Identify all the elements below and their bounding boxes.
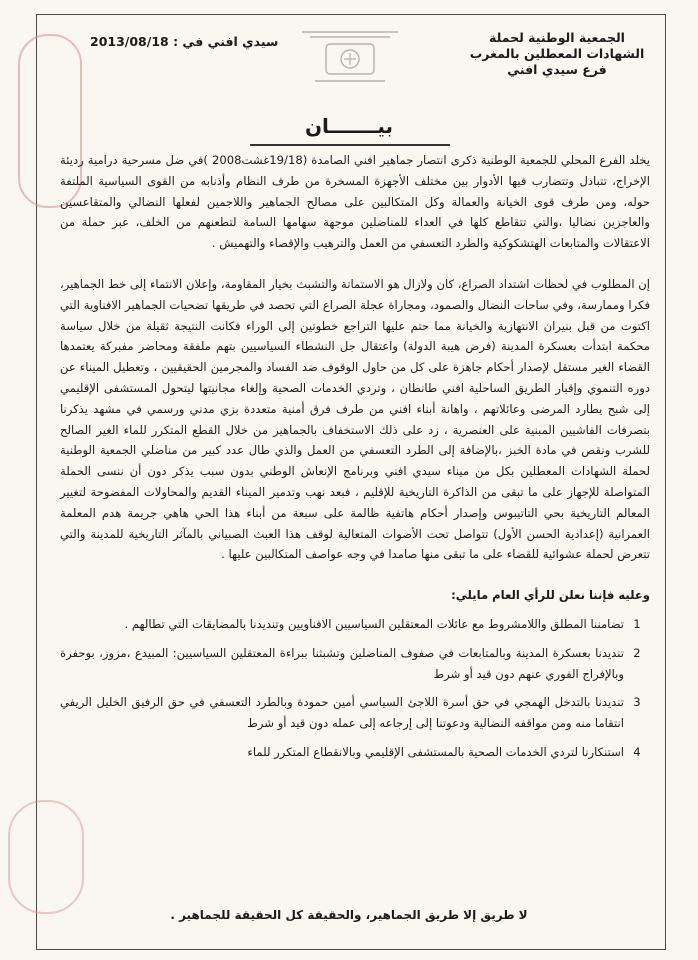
org-line-3: فرع سيدي افني (507, 62, 607, 77)
organization-name (462, 30, 652, 78)
list-item (60, 643, 650, 685)
demands-intro: وعليه فإننا نعلن للرأي العام مايلي: (451, 588, 650, 603)
stamp-bottom-left (8, 800, 84, 914)
item-number: 4 (633, 744, 641, 759)
org-line-1: الجمعية الوطنية لحملة (489, 30, 625, 45)
item-text: تنديدنا بعسكرة المدينة وبالمتابعات في صفوف المناضلين وتشبثنا ببراءة المعتقلين السياسيين: المبيدع ،مزوز، بوحفرة وبالإفراج الفوري عنهم دون قيد أو شرط (60, 645, 624, 681)
org-line-2: الشهادات المعطلين بالمغرب (469, 46, 645, 61)
title-underline (250, 144, 450, 146)
document-date: سيدي افني في : 2013/08/18 (90, 34, 279, 49)
letterhead (0, 24, 698, 104)
closing-slogan: لا طريق إلا طريق الجماهير، والحقيقة كل الحقيقة للجماهير . (170, 908, 528, 922)
paragraph: إن المطلوب في لحظات اشتداد الصراع، كان ولازال هو الاستماتة والتشبث بخيار المقاومة، وإعلان الانتماء إلى خط الجماهير، فكرا وممارسة، وفي ساحات النضال والصمود، ومجاراة عجلة الصراع التي تحصد في طريقها تضحيات الجماهير الافناوية التي اكتوت من قبل بنيران الانتهازية والخيانة مما حتم عليها التراجع خطوتين إلى الوراء فكانت النتيجة ثقيلة من خلال سياسة محكمة ابتدأت بعسكرة المدينة (فرض هيبة الدولة) واعتقال جل النشطاء السياسيين بتهم ملفقة ومحاضر مفبركة يعتمدها القضاء الغير مستقل لإصدار أحكام جاهزة على كل من حاول الوقوف ضد الفساد والمجرمين الحقيقيين ، وتعطيل الميناء عن دوره التنموي وإقبار الطريق الساحلية افني طانطان ، وتردي الخدمات الصحية وإلغاء مجانيتها ليتحول المستشفى الإقليمي إلى شبح يطارد المرضى وعائلاتهم ، واهانة أبناء افني من طرف فرق أمنية متعددة بزي مدني ورسمي في مشهد يذكرنا بتصرفات الفاشيين المبنية على العنصرية ، زد على ذلك الاستخفاف بالجماهير من خلال القطع المتكرر للماء الغير الصالح للشرب ونقص في مادة الخبز ،بالإضافة إلى الطرد التعسفي من العمل والذي طال عدد كبير من مناضلي الجمعية الوطنية لحملة الشهادات المعطلين بكل من ميناء سيدي افني وبرنامج الإنعاش الوطني بدون سبب يذكر دون أن ننسى الحملة المتواصلة للإجهاز على ما تبقى من الذاكرة التاريخية للإقليم ، فبعد نهب وتدمير الميناء القديم والمحاولات المفضوحة لتغيير المعالم التاريخية بحي التاتيبوس وإصدار أحكام هاتفية ظالمة على سبعة من أبناء هذا الحي هاهي جريمة هدم المعلمة العمرانية (إعدادية الحسن الأول) تتواصل تحت الأصوات المتعالية لوقف هذا العبث الصبياني بالمآثر التاريخية للمدينة والتي تتعرض لحملة عشوائية للقضاء على ما تبقى منها صامدا في وجه عواصف المتكالبين عليها . (60, 276, 650, 562)
item-text: تنديدنا بالتدخل الهمجي في حق أسرة اللاجئ السياسي أمين حمودة وبالطرد التعسفي في حق الرفيق الخليل الريفي انتقاما منه ومن مواقفه النضالية ودعوتنا إلى إرجاعه إلى عمله دون قيد أو شرط (60, 695, 624, 731)
document-body (60, 150, 650, 771)
item-number: 1 (633, 616, 641, 631)
list-item (60, 742, 650, 763)
item-number: 2 (633, 645, 641, 660)
list-item (60, 614, 650, 635)
paragraph: يخلد الفرع المحلي للجمعية الوطنية ذكرى انتصار جماهير افني الصامدة (19/18غشت2008 )في ضل مسرحية درامية رديئة الإخراج، تتبادل وتتضارب فيها الأدوار بين مختلف الأجهزة المسخرة من طرف النظام وأذنابه من القوى السياسية الملتفة حوله، ومن طرف قوى الخيانة والعمالة وكل المتكالبين على مصالح الجماهير واللاجمين لفعلها النضالي والمتقاعسين والعاجزين نضاليا ،والتي تتقاطع كلها في العداء للمناضلين موجهة سهامها السامة لتطعنهم من الخلف، عبر حملة من الاعتقالات والمتابعات الهتشكوكية والطرد التعسفي من العمل والترهيب والإقصاء والتهميش . (60, 153, 650, 251)
document-title: بيـــــــان (304, 114, 394, 138)
item-text: استنكارنا لتردي الخدمات الصحية بالمستشفى الإقليمي وبالانقطاع المتكرر للماء (247, 744, 624, 759)
logo-emblem (292, 28, 408, 96)
demands-list (60, 614, 650, 763)
item-text: تضامننا المطلق واللامشروط مع عائلات المعتقلين السياسيين الافناويين وتنديدنا بالمضايقات التي تطالهم . (124, 616, 624, 631)
emblem-icon (320, 41, 380, 77)
item-number: 3 (633, 695, 641, 710)
list-item (60, 692, 650, 734)
